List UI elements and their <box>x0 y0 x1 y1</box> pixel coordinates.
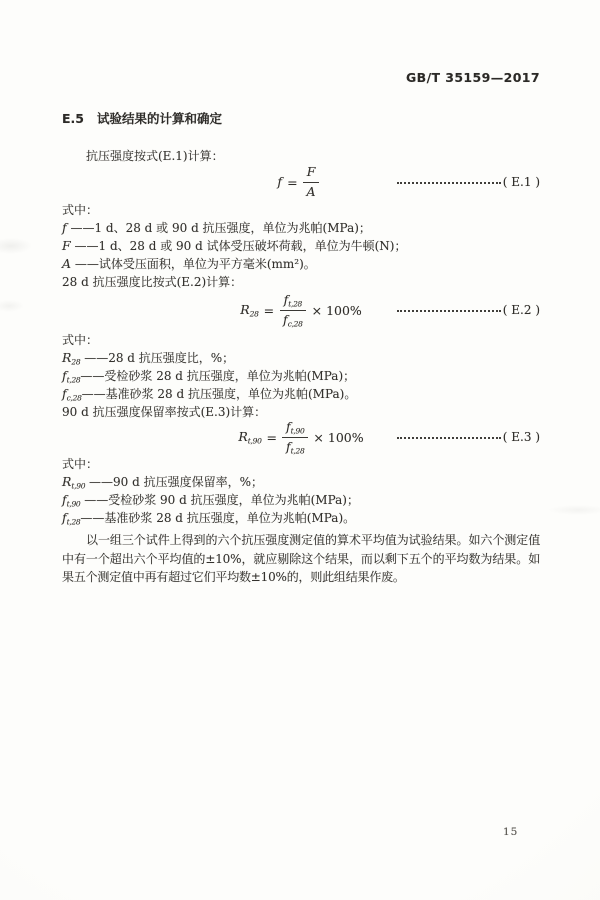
definition-description: ——试体受压面积，单位为平方毫米(mm²)。 <box>71 257 316 271</box>
definition-line: $f_{t,28}——$基准砂浆 28 d 抗压强度，单位为兆帕(MPa)。 <box>62 510 356 527</box>
definition-symbol: f <box>62 220 67 235</box>
equation-label-e3: ( E.3 ) <box>502 430 540 444</box>
definition-description: ——受检砂浆 90 d 抗压强度，单位为兆帕(MPa)； <box>80 493 359 507</box>
definition-description: ——90 d 抗压强度保留率，%； <box>85 475 263 489</box>
equation-e3 <box>62 419 540 456</box>
equation-e2-intro: 28 d 抗压强度比按式(E.2)计算： <box>62 275 243 289</box>
dotted-leader <box>397 182 501 184</box>
fraction: $\frac{F}{A}$ <box>303 164 320 200</box>
section-number: E.5 <box>62 111 84 126</box>
definition-description: ——1 d、28 d 或 90 d 试体受压破坏荷载，单位为牛顿(N)； <box>70 239 407 253</box>
definition-symbol: R <box>62 350 72 365</box>
definition-description: ——1 d、28 d 或 90 d 抗压强度，单位为兆帕(MPa)； <box>66 221 371 235</box>
equation-reference <box>397 165 540 199</box>
fraction: $\frac{f_{t,90}}{f_{t,28}}$ <box>282 419 308 455</box>
definition-line: $R_{t,90}$ ——90 d 抗压强度保留率，%； <box>62 474 263 491</box>
definition-symbol: f <box>62 368 67 383</box>
where-label: 式中： <box>62 457 99 471</box>
equation-e1-intro: 抗压强度按式(E.1)计算： <box>86 149 224 163</box>
equation-label-e1: ( E.1 ) <box>502 175 540 189</box>
definition-line: $f_{t,28}——$受检砂浆 28 d 抗压强度，单位为兆帕(MPa)； <box>62 368 356 385</box>
page-number: 15 <box>503 826 519 838</box>
definition-symbol: f <box>62 492 67 507</box>
definition-symbol: A <box>62 256 72 271</box>
where-label: 式中： <box>62 333 99 347</box>
formula-lhs: f <box>277 174 283 189</box>
definition-symbol: R <box>62 474 72 489</box>
definition-description: ——基准砂浆 28 d 抗压强度，单位为兆帕(MPa)。 <box>81 387 357 401</box>
definition-line <box>62 255 540 273</box>
formula-lhs: R <box>238 429 248 444</box>
equation-e2 <box>62 291 540 329</box>
formula-e1: f = $\frac{F}{A}$ <box>62 165 540 199</box>
definition-symbol: F <box>62 238 71 253</box>
equation-reference <box>397 421 540 453</box>
section-title: 试验结果的计算和确定 <box>97 111 223 126</box>
formula-e2: $R_{28}$ = $\frac{f_{t,28}}{f_{c,28}}$ × 100% <box>240 292 362 329</box>
equation-e1 <box>62 165 540 199</box>
definition-line <box>62 219 540 237</box>
definition-description: ——28 d 抗压强度比，%； <box>80 351 235 365</box>
result-determination-paragraph: 以一组三个试件上得到的六个抗压强度测定值的算术平均值为试验结果。如六个测定值中有一个超出六个平均值的±10%，就应剔除这个结果，而以剩下五个的平均数为结果。如果五个测定值中再有超过它们平均数±10%的，则此组结果作废。 <box>62 533 540 584</box>
equation-label-e2: ( E.2 ) <box>502 303 540 317</box>
definition-line: $R_{28}$ ——28 d 抗压强度比，%； <box>62 350 235 367</box>
definition-description: ——基准砂浆 28 d 抗压强度，单位为兆帕(MPa)。 <box>80 511 356 525</box>
definition-symbol: f <box>62 386 67 401</box>
equation-reference <box>397 291 540 329</box>
definition-line <box>62 237 540 255</box>
dotted-leader <box>397 310 501 312</box>
definition-line: $f_{t,90}$ ——受检砂浆 90 d 抗压强度，单位为兆帕(MPa)； <box>62 492 359 509</box>
formula-lhs: R <box>240 302 250 317</box>
dotted-leader <box>397 437 501 439</box>
where-label: 式中： <box>62 203 99 217</box>
definition-description: ——受检砂浆 28 d 抗压强度，单位为兆帕(MPa)； <box>80 369 356 383</box>
definition-line: $f_{c,28}——$基准砂浆 28 d 抗压强度，单位为兆帕(MPa)。 <box>62 386 357 403</box>
definition-symbol: f <box>62 510 67 525</box>
formula-e3: $R_{t,90}$ = $\frac{f_{t,90}}{f_{t,28}}$ × 100% <box>238 419 364 456</box>
standard-code: GB/T 35159—2017 <box>405 70 540 85</box>
equation-e3-intro: 90 d 抗压强度保留率按式(E.3)计算： <box>62 405 267 419</box>
fraction: $\frac{f_{t,28}}{f_{c,28}}$ <box>279 292 307 328</box>
section-heading <box>62 109 540 127</box>
